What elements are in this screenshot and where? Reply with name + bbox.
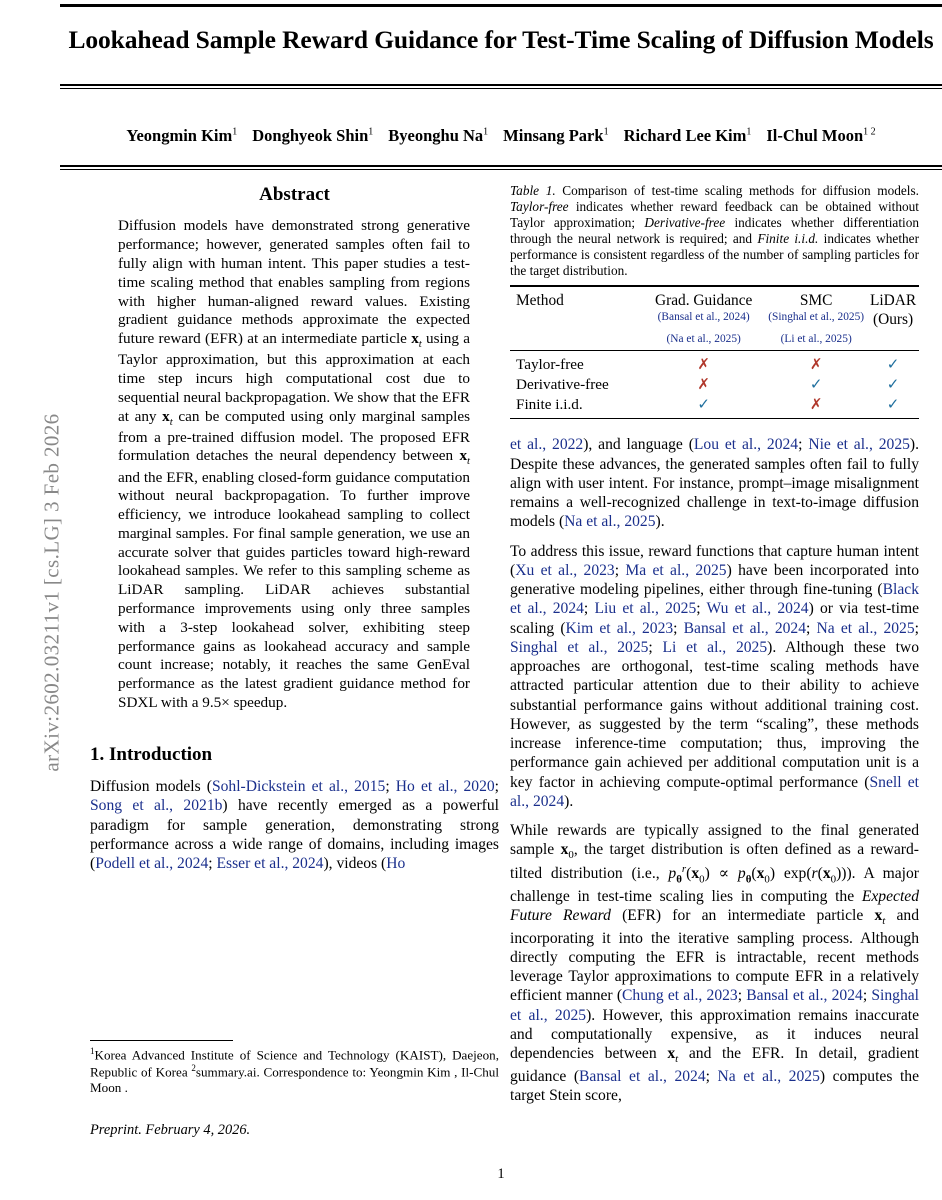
table1-body xyxy=(510,351,919,423)
table1-cell-smc-2: ✓ xyxy=(809,374,823,393)
intro-paragraph-1: Diffusion models (Sohl-Dickstein et al., 2015; Ho et al., 2020; Song et al., 2021b) have recently emerged as a powerful paradigm for sample generation, demonstrating strong performance across a wide range of domains, including images (Podell et al., 2024; Esser et al., 2024), videos (Ho xyxy=(90,778,500,873)
table1-header-cites-row-1 xyxy=(510,311,919,333)
citation-link[interactable]: Ma et al., 2025 xyxy=(625,561,727,579)
section-heading-introduction: 1. Introduction xyxy=(90,743,213,765)
citation-link[interactable]: Esser et al., 2024 xyxy=(216,855,324,873)
citation-link[interactable]: Kim et al., 2023 xyxy=(565,619,674,637)
citation-link[interactable]: Bansal et al., 2024 xyxy=(683,619,807,637)
author-5-affiliation: 1 xyxy=(746,126,752,138)
citation-link[interactable]: Li et al., 2025 xyxy=(662,638,768,656)
page-number: 1 xyxy=(497,1166,505,1182)
abstract-text: Diffusion models have demonstrated strong generative performance; however, generated samples often fail to fully align with human intent. This paper studies a test-time scaling method that enables sampling from regions with higher human-aligned reward values. Existing gradient guidance methods approximate the expected future reward (EFR) at an intermediate particle $x_t$ using a Taylor approximation, but this approximation at each time step incurs high computational cost due to sequential neural backpropagation. We show that the EFR at any $x_t$ can be computed using only marginal samples from a pre-trained diffusion model. The proposed EFR formulation detaches the neural dependency between $x_t$ and the EFR, enabling closed-form guidance computation without neural backpropagation. To further improve efficiency, we introduce lookahead sampling to collect marginal samples. For final sample generation, we use an accurate solver that guides particles toward high-reward lookahead samples. We refer to this sampling scheme as LiDAR sampling. LiDAR achieves substantial performance improvements using only three samples with a 3-step lookahead solver, exhibiting steep performance gains as lookahead accuracy and sample count increase; notably, it reaches the same GenEval performance as the latest gradient guidance method for SDXL with a 9.5× speedup. xyxy=(118,217,471,711)
citation-link[interactable]: Wu et al., 2024 xyxy=(706,600,809,618)
arxiv-identifier-stamp: arXiv:2602.03211v1 [cs.LG] 3 Feb 2026 xyxy=(39,413,64,772)
citation-link[interactable]: Black et al., 2024 xyxy=(510,581,919,618)
footnote-divider xyxy=(90,1040,233,1041)
citation-link[interactable]: Podell et al., 2024 xyxy=(95,855,209,873)
table1-row-label-1: Taylor-free xyxy=(510,351,642,375)
table1-cite-smc-1: (Singhal et al., 2025) xyxy=(768,311,865,324)
table-row xyxy=(510,395,919,419)
table1-cell-grad-2: ✗ xyxy=(697,374,710,393)
author-3-affiliation: 1 xyxy=(483,126,489,138)
table1-cell-lidar-3: ✓ xyxy=(886,394,900,413)
table1-col-header-smc: SMC xyxy=(765,286,867,311)
citation-link[interactable]: Na et al., 2025 xyxy=(564,513,656,531)
preprint-notice: Preprint. February 4, 2026. xyxy=(90,1121,251,1138)
table1-col-header-method: Method xyxy=(510,286,642,311)
author-2: Donghyeok Shin$^1$ xyxy=(252,126,374,145)
footnote-affiliations: $^1$Korea Advanced Institute of Science and Technology (KAIST), Daejeon, Republic of Korea $^2$summary.ai. Correspondence to: Yeongmin Kim , Il-Chul Moon . xyxy=(90,1046,499,1096)
citation-link[interactable]: Bansal et al., 2024 xyxy=(746,987,863,1005)
citation-link[interactable]: Singhal et al., 2025 xyxy=(510,638,649,656)
author-6-affiliation: 1 2 xyxy=(863,126,876,138)
author-5: Richard Lee Kim$^1$ xyxy=(623,126,752,145)
citation-link[interactable]: Lou et al., 2024 xyxy=(693,436,799,454)
citation-link[interactable]: Nie et al., 2025 xyxy=(808,436,910,454)
author-list xyxy=(60,126,942,146)
table1-row-label-3: Finite i.i.d. xyxy=(516,395,583,413)
right-paragraph-2: To address this issue, reward functions that capture human intent (Xu et al., 2023; Ma et al., 2025) have been incorporated into generative modeling pipelines, either through fine-tuning (Black et al., 2024; Liu et al., 2025; Wu et al., 2024) or via test-time scaling (Kim et al., 2023; Bansal et al., 2024; Na et al., 2025; Singhal et al., 2025; Li et al., 2025). Although these two approaches are orthogonal, test-time scaling methods have attracted particular attention due to their ability to achieve substantial performance gains without additional training cost. However, as suggested by the term “scaling”, these methods increase inference-time computation; thus, improving the performance gain achieved per additional computation unit is a key factor in achieving compute-optimal performance (Snell et al., 2024). xyxy=(510,542,920,810)
citation-link[interactable]: Na et al., 2025 xyxy=(816,619,915,637)
abstract-heading: Abstract xyxy=(259,184,330,205)
table-row xyxy=(510,351,919,375)
page-title: Lookahead Sample Reward Guidance for Test-Time Scaling of Diffusion Models xyxy=(68,25,934,54)
table1 xyxy=(510,285,919,422)
author-1: Yeongmin Kim$^1$ xyxy=(126,126,238,145)
table-row xyxy=(510,375,919,395)
citation-link[interactable]: Ho xyxy=(386,855,406,873)
citation-link[interactable]: Singhal et al., 2025 xyxy=(510,987,920,1024)
table1-cite-smc-2: (Li et al., 2025) xyxy=(780,333,852,346)
table1-col-header-grad: Grad. Guidance xyxy=(642,286,765,311)
table1-cell-smc-1: ✗ xyxy=(765,351,867,375)
table1-figure xyxy=(510,183,919,422)
table1-cell-lidar-1: ✓ xyxy=(867,351,919,375)
citation-link[interactable]: Na et al., 2025 xyxy=(717,1067,820,1085)
paper-page xyxy=(60,0,942,1200)
author-1-affiliation: 1 xyxy=(232,126,238,138)
citation-link[interactable]: Snell et al., 2024 xyxy=(510,773,920,810)
citation-link[interactable]: Ho et al., 2020 xyxy=(395,778,495,796)
table1-bottom-rule-row xyxy=(510,419,919,423)
table1-row-label-2: Derivative-free xyxy=(516,375,609,393)
table1-cite-grad-2: (Na et al., 2025) xyxy=(666,333,741,346)
author-6: Il-Chul Moon$^{1 2}$ xyxy=(766,126,876,145)
right-paragraph-1: et al., 2022), and language (Lou et al., 2024; Nie et al., 2025). Despite these advances, the generated samples often fail to fully align with user intent. For instance, prompt–image misalignment remains a well-recognized challenge in text-to-image diffusion models (Na et al., 2025). xyxy=(510,436,920,531)
table1-header-row xyxy=(510,286,919,311)
table1-cell-smc-3: ✗ xyxy=(809,394,823,413)
right-paragraph-3: While rewards are typically assigned to the final generated sample $x_0$, the target distribution is often defined as a reward-tilted distribution (i.e., $p_\theta^r(x_0) \propto p_\theta(x_0)$ $\exp(r(x_0))$). A major challenge in test-time scaling lies in computing the Expected Future Reward (EFR) for an intermediate particle $x_t$ and incorporating it into the iterative sampling process. Although directly computing the EFR is intractable, recent methods leverage Taylor approximations to compute EFR in a relatively efficient manner (Chung et al., 2023; Bansal et al., 2024; Singhal et al., 2025). However, this approximation remains inaccurate and computationally expensive, as it induces neural dependencies between $x_t$ and the EFR. In detail, gradient guidance (Bansal et al., 2024; Na et al., 2025) computes the target Stein score, xyxy=(510,822,920,1104)
author-4: Minsang Park$^1$ xyxy=(503,126,609,145)
table1-cell-grad-1: ✗ xyxy=(642,351,765,375)
author-3: Byeonghu Na$^1$ xyxy=(388,126,489,145)
table1-header-cites-row-2 xyxy=(510,333,919,350)
table1-cell-lidar-2: ✓ xyxy=(886,374,900,393)
author-4-affiliation: 1 xyxy=(603,126,609,138)
table1-col-header-lidar: LiDAR xyxy=(867,286,919,311)
citation-link[interactable]: Liu et al., 2025 xyxy=(594,600,697,618)
table1-cell-grad-3: ✓ xyxy=(697,394,710,413)
citation-link[interactable]: Bansal et al., 2024 xyxy=(579,1067,706,1085)
citation-link[interactable]: et al., 2022 xyxy=(510,436,584,454)
table1-caption: Table 1. Comparison of test-time scaling methods for diffusion models. Taylor-free indicates whether reward feedback can be obtained without Taylor approximation; Derivative-free indicates whether differentiation through the neural network is required; and Finite i.i.d. indicates whether performance is consistent regardless of the number of sampling particles for the target distribution. xyxy=(510,183,920,279)
right-column xyxy=(510,183,919,1105)
citation-link[interactable]: Sohl-Dickstein et al., 2015 xyxy=(211,778,386,796)
header-rule-top xyxy=(60,4,942,7)
rule-under-title xyxy=(60,84,942,89)
table1-cite-lidar-1: (Ours) xyxy=(872,311,914,329)
left-column xyxy=(90,183,499,873)
footnote-block xyxy=(90,1040,499,1139)
citation-link[interactable]: Xu et al., 2023 xyxy=(515,561,615,579)
citation-link[interactable]: Song et al., 2021b xyxy=(90,797,223,815)
author-2-affiliation: 1 xyxy=(368,126,374,138)
rule-under-authors xyxy=(60,165,942,170)
table1-cite-grad-1: (Bansal et al., 2024) xyxy=(657,311,750,324)
citation-link[interactable]: Chung et al., 2023 xyxy=(622,987,738,1005)
